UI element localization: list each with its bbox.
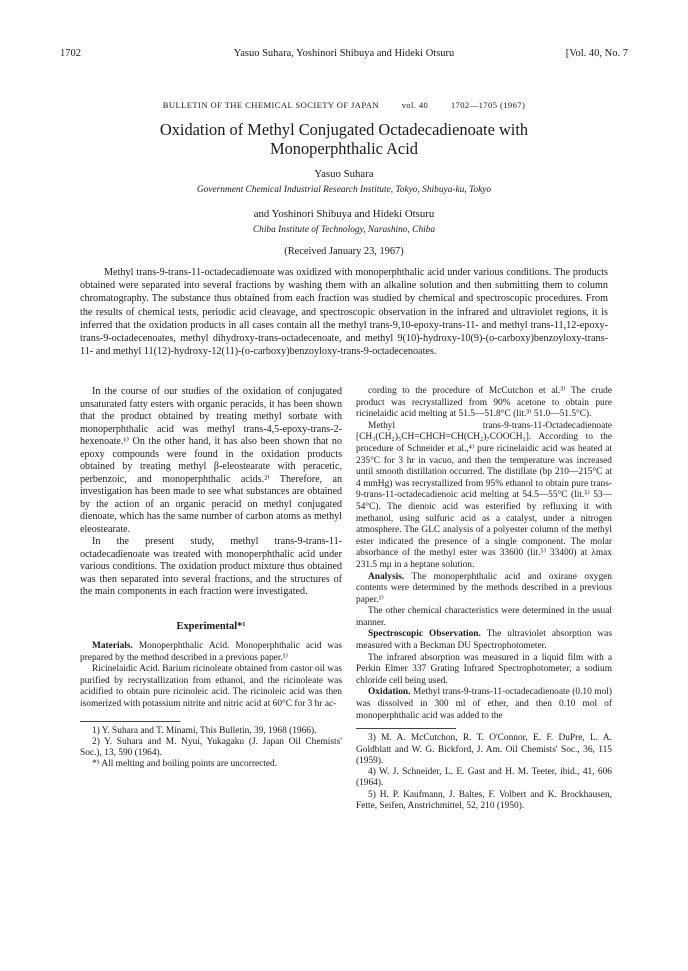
paper-title xyxy=(60,120,628,158)
reference-5: 5) H. P. Kaufmann, J. Baltes, F. Volbert and K. Brockhausen, Fette, Seifen, Anstrichmittel, 52, 210 (1950). xyxy=(356,789,612,811)
right-column xyxy=(356,386,612,812)
journal-name: BULLETIN OF THE CHEMICAL SOCIETY OF JAPAN xyxy=(162,100,380,110)
intro-paragraph-2: In the present study, methyl trans-9-trans-11-octadecadienoate was treated with monoperphthalic acid under various conditions. The oxidation product mixture thus obtained was then separated into several fractions, and the structures of the main components in each fraction were investigated. xyxy=(80,536,342,597)
journal-pages: 1702—1705 (1967) xyxy=(450,100,526,110)
intro-paragraph-1: In the course of our studies of the oxidation of conjugated unsaturated fatty esters with organic peracids, it has been shown that the product obtained by treating methyl sorbate with monoperphthalic acid was methyl trans-4,5-epoxy-trans-2-hexenoate.¹⁾ On the other hand, it has also been shown that no epoxy compounds were found in the oxidation products obtained by treating methyl β-eleostearate with peracetic, perbenzoic, and monoperphthalic acids.²⁾ Therefore, an investigation has been made to see what substances are obtained by the action of an organic peracid on methyl conjugated dienoate, which has the same number of carbon atoms as methyl eleostearate. xyxy=(80,386,342,535)
spectro-lead: Spectroscopic Observation. xyxy=(368,629,481,640)
affiliation-1: Government Chemical Industrial Research Institute, Tokyo, Shibuya-ku, Tokyo xyxy=(196,185,492,195)
experimental-heading: Experimental*¹ xyxy=(176,620,246,632)
spectro-text: The ultraviolet absorption was measured with a Beckman DU Spectrophotometer. xyxy=(356,629,612,652)
abstract-text: Methyl trans-9-trans-11-octadecadienoate was oxidized with monoperphthalic acid under various conditions. The products obtained were separated into several fractions by washing them with an alkaline solution and then submitting them to column chromatography. The substance thus obtained from each fraction was studied by chemical and spectroscopic procedures. From the results of chemical tests, periodic acid cleavage, and spectroscopic observation in the infrared and ultraviolet regions, it is inferred that the oxidation products in all cases contain all the methyl trans-9,10-epoxy-trans-11- and methyl trans-11,12-epoxy-trans-9-octadecenoates, methyl dihydroxy-trans-octadecenoate, and methyl 9(10)-hydroxy-10(9)-(o-carboxy)benzoyloxy-trans-11- and methyl 11(12)-hydroxy-12(11)-(o-carboxy)benzoyloxy-trans-9-octadecenoates. xyxy=(80,267,608,358)
running-authors: Yasuo Suhara, Yoshinori Shibuya and Hideki Otsuru xyxy=(233,48,455,59)
right-paragraph-3: The other chemical characteristics were determined in the usual manner. xyxy=(356,606,612,628)
analysis-lead: Analysis. xyxy=(368,571,405,582)
title-line-1: Oxidation of Methyl Conjugated Octadecadienoate with xyxy=(159,120,529,139)
oxidation-text: Methyl trans-9-trans-11-octadecadienoate (0.10 mol) was dissolved in 300 ml of ether, and then 0.10 mol of monoperphthalic acid was added to the xyxy=(356,687,613,721)
references-rule xyxy=(356,728,456,729)
footnote-3: *¹ All melting and boiling points are uncorrected. xyxy=(92,759,278,770)
received-date: (Received January 23, 1967) xyxy=(284,246,404,257)
left-column xyxy=(80,386,342,771)
oxidation-lead: Oxidation. xyxy=(368,687,411,698)
running-header xyxy=(60,48,628,62)
right-paragraph-1: cording to the procedure of McCutchon et al.³⁾ The crude product was recrystallized from 90% acetone to obtain pure ricinelaidic acid melting at 51.5—51.8°C (lit.³⁾ 51.0—51.5°C). xyxy=(356,386,612,420)
journal-volume: vol. 40 xyxy=(401,100,429,110)
materials-text: Monoperphthalic Acid. Monoperphthalic acid was prepared by the method described in a previous paper.¹⁾ xyxy=(80,641,342,663)
abstract xyxy=(80,266,608,358)
materials-lead: Materials. xyxy=(92,641,133,651)
affiliation-2: Chiba Institute of Technology, Narashino, Chiba xyxy=(252,225,436,235)
title-line-2: Monoperphthalic Acid xyxy=(270,139,418,158)
footnote-2: 2) Y. Suhara and M. Nyui, Yukagaku (J. Japan Oil Chemists' Soc.), 13, 590 (1964). xyxy=(80,736,342,759)
right-paragraph-2: Methyl trans-9-trans-11-Octadecadienoate [CH₃(CH₂)₅CH=CHCH=CH(CH₂)₇COOCH₃]. According to the procedure of Schneider et al.,⁴⁾ pure ricinelaidic acid was heated at 235°C for 3 hr in vacuo, and then the temperature was increased until smooth distillation occurred. The distillate (bp 210—215°C at 4 mmHg) was recrystallized from 95% ethanol to obtain pure trans-9-trans-11-octadecadienoic acid melting at 54.5—55°C (lit.⁵⁾ 53—54°C). The dienoic acid was esterified by refluxing it with methanol, using sulfuric acid as a catalyst, under a nitrogen atmosphere. The GLC analysis of a polyester column of the methyl ester indicated the presence of a single component. The molar absorbance of the methyl ester was 33600 (lit.⁵⁾ 33400) at λmax 231.5 mμ in a heptane solution. xyxy=(356,420,612,570)
running-volume: [Vol. 40, No. 7 xyxy=(565,48,628,59)
page-number: 1702 xyxy=(60,48,81,59)
journal-line xyxy=(60,100,628,110)
ricinelaidic-text: Ricinelaidic Acid. Barium ricinoleate obtained from castor oil was purified by recrystallization from ethanol, and the ricinoleate was acidified to obtain pure ricinoleic acid. The ricinoleic acid was then isomerized with potassium nitrite and nitric acid at 60°C for 3 hr ac- xyxy=(80,664,342,709)
author-1: Yasuo Suhara xyxy=(314,168,374,180)
footnote-1: 1) Y. Suhara and T. Minami, This Bulletin, 39, 1968 (1966). xyxy=(92,725,317,736)
analysis-text: The monoperphthalic acid and oxirane oxygen contents were determined by the methods described in a previous paper.¹⁾ xyxy=(356,571,612,605)
reference-3: 3) M. A. McCutchon, R. T. O'Connor, E. F. DuPre, L. A. Goldblatt and W. G. Bickford, J. Am. Oil Chemists' Soc., 36, 115 (1959). xyxy=(356,733,612,766)
author-2: and Yoshinori Shibuya and Hideki Otsuru xyxy=(253,208,435,220)
right-paragraph-4: The infrared absorption was measured in a liquid film with a Perkin Elmer 337 Grating Infrared Spectrophotometer, a sodium chloride cell being used. xyxy=(356,652,612,686)
reference-4: 4) W. J. Schneider, L. E. Gast and H. M. Teeter, ibid., 41, 606 (1964). xyxy=(356,767,612,789)
